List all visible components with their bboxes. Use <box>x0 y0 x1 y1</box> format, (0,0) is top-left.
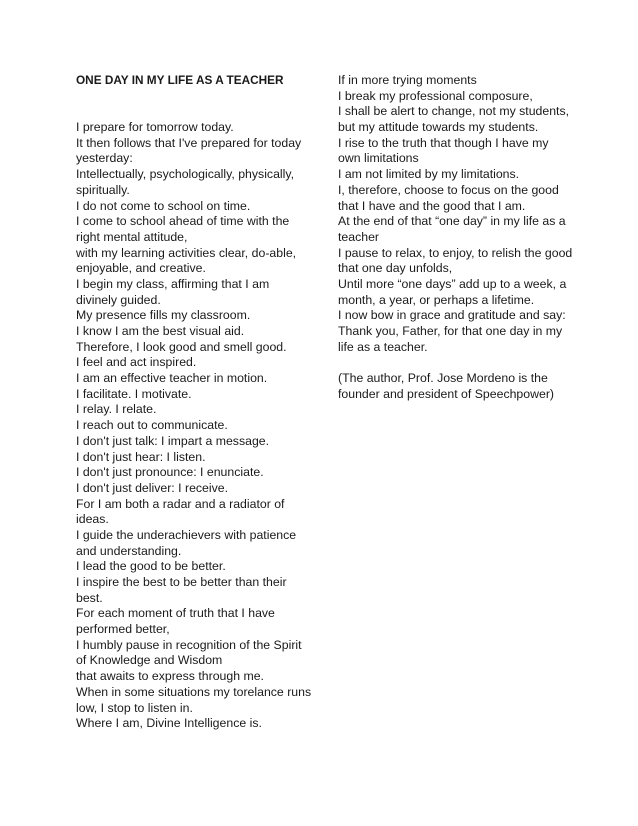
poem-line: performed better, <box>76 622 170 637</box>
poem-line: I am an effective teacher in motion. <box>76 371 268 386</box>
poem-line: I facilitate. I motivate. <box>76 386 192 401</box>
author-note-line: (The author, Prof. Jose Mordeno is the <box>338 371 548 386</box>
poem-line: I come to school ahead of time with the <box>76 214 290 229</box>
right-column-lines <box>338 73 572 355</box>
poem-line: I prepare for tomorrow today. <box>76 120 234 135</box>
poem-line: If in more trying moments <box>338 73 477 87</box>
poem-line: I humbly pause in recognition of the Spirit <box>76 637 302 652</box>
poem-line: I feel and act inspired. <box>76 355 197 370</box>
poem-line: yesterday: <box>76 151 133 166</box>
spacer <box>338 355 572 371</box>
poem-line: Where I am, Divine Intelligence is. <box>76 716 262 731</box>
poem-line: I begin my class, affirming that I am <box>76 276 270 291</box>
poem-line: I now bow in grace and gratitude and say: <box>338 308 566 323</box>
poem-line: My presence fills my classroom. <box>76 308 251 323</box>
poem-line: I don't just deliver: I receive. <box>76 480 229 495</box>
poem-line: I do not come to school on time. <box>76 198 251 213</box>
poem-line: I rise to the truth that though I have my <box>338 135 549 150</box>
poem-line: divinely guided. <box>76 292 161 307</box>
poem-line: I inspire the best to be better than their <box>76 575 287 590</box>
poem-line: I relay. I relate. <box>76 402 157 417</box>
right-column <box>338 73 572 402</box>
poem-line: It then follows that I've prepared for today <box>76 135 302 150</box>
poem-line: with my learning activities clear, do-able, <box>76 245 297 260</box>
poem-line: teacher <box>338 229 380 244</box>
poem-line: Until more “one days” add up to a week, a <box>338 276 567 291</box>
poem-line: of Knowledge and Wisdom <box>76 653 223 668</box>
poem-line: I break my professional composure, <box>338 88 533 103</box>
poem-line: that awaits to express through me. <box>76 669 264 684</box>
poem-line: I am not limited by my limitations. <box>338 167 520 182</box>
poem-line: Intellectually, psychologically, physically, <box>76 167 295 182</box>
poem-line: best. <box>76 590 103 605</box>
poem-line: own limitations <box>338 151 419 166</box>
poem-line: month, a year, or perhaps a lifetime. <box>338 292 535 307</box>
poem-line: Thank you, Father, for that one day in my <box>338 324 563 338</box>
poem-line: Therefore, I look good and smell good. <box>76 339 287 354</box>
poem-line: spiritually. <box>76 182 130 197</box>
poem-line: For each moment of truth that I have <box>76 606 275 621</box>
poem-line: life as a teacher. <box>338 339 428 354</box>
poem-line: I shall be alert to change, not my students, <box>338 104 570 119</box>
poem-line: At the end of that “one day” in my life as a <box>338 214 566 229</box>
poem-line: I guide the underachievers with patience <box>76 527 297 542</box>
poem-line: right mental attitude, <box>76 229 188 244</box>
poem-line: For I am both a radar and a radiator of <box>76 496 285 511</box>
poem-line: I don't just hear: I listen. <box>76 449 206 464</box>
poem-title: ONE DAY IN MY LIFE AS A TEACHER <box>76 73 284 87</box>
spacer <box>76 89 310 120</box>
poem-line: enjoyable, and creative. <box>76 261 206 276</box>
poem-line: I pause to relax, to enjoy, to relish the good <box>338 245 573 260</box>
poem-line: I, therefore, choose to focus on the good <box>338 182 559 197</box>
left-column <box>76 73 310 732</box>
poem-line: that I have and the good that I am. <box>338 198 526 213</box>
author-note-line: founder and president of Speechpower) <box>338 386 555 401</box>
poem-line: I lead the good to be better. <box>76 559 226 574</box>
poem-line: When in some situations my torelance runs <box>76 684 312 699</box>
left-column-lines <box>76 120 310 732</box>
poem-line: I don't just talk: I impart a message. <box>76 433 270 448</box>
poem-line: I don't just pronounce: I enunciate. <box>76 465 264 480</box>
poem-line: I know I am the best visual aid. <box>76 324 245 339</box>
poem-line: and understanding. <box>76 543 182 558</box>
author-note <box>338 371 572 402</box>
poem-line: ideas. <box>76 512 109 527</box>
poem-line: but my attitude towards my students. <box>338 120 539 135</box>
poem-line: I reach out to communicate. <box>76 418 228 433</box>
poem-line: that one day unfolds, <box>338 261 453 276</box>
poem-line: low, I stop to listen in. <box>76 700 193 715</box>
